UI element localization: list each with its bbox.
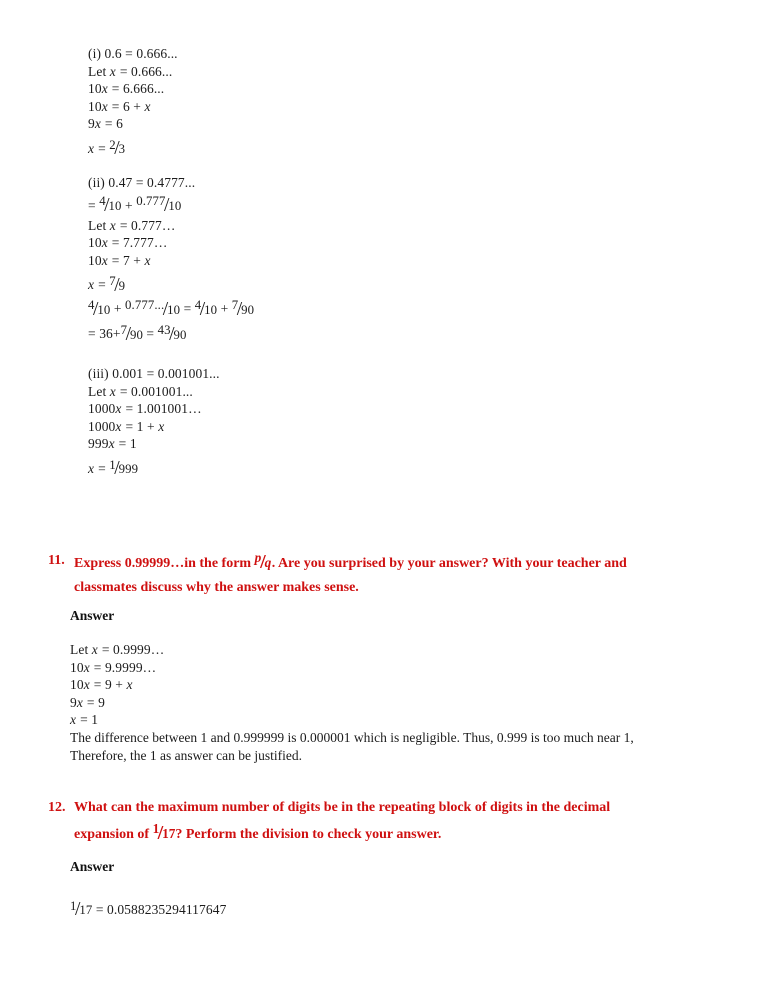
fraction: 1/17 bbox=[70, 898, 93, 921]
solution-part-i bbox=[88, 45, 178, 159]
math-line: = 4/10 + 0.777/10 bbox=[88, 192, 254, 217]
math-line: (ii) 0.47 = 0.4777... bbox=[88, 175, 196, 190]
question-12 bbox=[48, 796, 673, 847]
math-line: Let x = 0.777… bbox=[88, 217, 176, 233]
math-line: x = 1 bbox=[70, 712, 99, 728]
math-line: 1000x = 1.001001… bbox=[88, 401, 202, 417]
fraction: 7/90 bbox=[120, 323, 143, 345]
solidus: / bbox=[163, 194, 170, 216]
math-line-final: = 36+7/90 = 43/90 bbox=[88, 320, 254, 345]
division-result: = 0.0588235294117647 bbox=[92, 902, 227, 917]
math-line-result bbox=[70, 896, 226, 921]
math-line-combine: 4/10 + 0.777.../10 = 4/10 + 7/90 bbox=[88, 295, 254, 320]
solution-part-iii bbox=[88, 365, 220, 479]
question-12-answer-result bbox=[70, 896, 226, 921]
math-line: 10x = 6 + x bbox=[88, 98, 151, 114]
solution-part-ii bbox=[88, 174, 254, 345]
math-line: 9x = 9 bbox=[70, 694, 105, 710]
fraction: 2/3 bbox=[109, 137, 126, 160]
math-line-result: x = 1/999 bbox=[88, 453, 220, 479]
fraction: 1/999 bbox=[109, 457, 139, 480]
math-line-result: x = 7/9 bbox=[88, 269, 254, 295]
fraction: 0.777/10 bbox=[136, 194, 182, 216]
question-12-text bbox=[74, 796, 673, 847]
math-line: 9x = 6 bbox=[88, 116, 123, 132]
solidus: / bbox=[114, 274, 120, 296]
solidus: / bbox=[114, 138, 120, 160]
math-line: 10x = 7 + x bbox=[88, 252, 151, 268]
math-line: Let x = 0.001001... bbox=[88, 383, 193, 399]
solidus: / bbox=[125, 323, 132, 345]
math-line: (iii) 0.001 = 0.001001... bbox=[88, 366, 220, 381]
math-line: Let x = 0.666... bbox=[88, 63, 173, 79]
solidus: / bbox=[169, 323, 175, 345]
math-line: 10x = 9.9999… bbox=[70, 659, 157, 675]
question-11-text-part-2: . Are you surprised by your answer? With your teacher and classmates discuss why the answer makes sense. bbox=[74, 556, 627, 595]
solidus: / bbox=[74, 899, 81, 921]
solidus: / bbox=[92, 298, 99, 320]
fraction: 4/10 bbox=[194, 298, 218, 320]
solidus: / bbox=[260, 551, 266, 574]
question-11-explanation: The difference between 1 and 0.999999 is 0.000001 which is negligible. Thus, 0.999 is too much near 1, Therefore, the 1 as answer can be justified. bbox=[70, 730, 634, 763]
fraction: 7/90 bbox=[231, 298, 255, 320]
math-line: 10x = 6.666... bbox=[88, 81, 165, 97]
fraction: 0.777.../10 bbox=[125, 298, 181, 320]
question-12-text-part-1: What can the maximum number of digits be in the repeating block of digits in the decimal expansion of bbox=[74, 800, 611, 842]
solidus: / bbox=[157, 822, 164, 845]
math-line: 10x = 7.777… bbox=[88, 235, 168, 251]
question-11-answer-steps bbox=[70, 641, 164, 729]
solidus: / bbox=[114, 458, 120, 480]
question-11-answer-label: Answer bbox=[70, 608, 115, 623]
math-line: 1000x = 1 + x bbox=[88, 418, 165, 434]
question-11-text bbox=[74, 549, 688, 600]
question-12-text-part-2: ? Perform the division to check your answer. bbox=[175, 827, 442, 842]
question-11-number: 11. bbox=[48, 553, 65, 568]
math-line: (i) 0.6 = 0.666... bbox=[88, 46, 178, 61]
math-line: 10x = 9 + x bbox=[70, 677, 133, 693]
solidus: / bbox=[104, 194, 110, 216]
question-11 bbox=[48, 549, 688, 600]
fraction-p-over-q: p/q bbox=[254, 550, 272, 574]
math-line: 999x = 1 bbox=[88, 436, 137, 452]
fraction: 4/10 bbox=[99, 194, 122, 216]
question-11-text-part-1: Express 0.99999…in the form bbox=[74, 556, 255, 571]
fraction: 7/9 bbox=[109, 274, 126, 296]
fraction-one-over-seventeen: 1/17 bbox=[152, 821, 176, 845]
solidus: / bbox=[199, 298, 206, 320]
math-line-result: x = 2/3 bbox=[88, 133, 178, 159]
question-12-answer-label: Answer bbox=[70, 859, 115, 874]
question-12-number: 12. bbox=[48, 800, 66, 815]
math-line: Let x = 0.9999… bbox=[70, 642, 165, 657]
fraction: 43/90 bbox=[157, 323, 187, 345]
fraction: 4/10 bbox=[88, 298, 111, 320]
solidus: / bbox=[236, 298, 243, 320]
solidus: / bbox=[162, 298, 169, 320]
